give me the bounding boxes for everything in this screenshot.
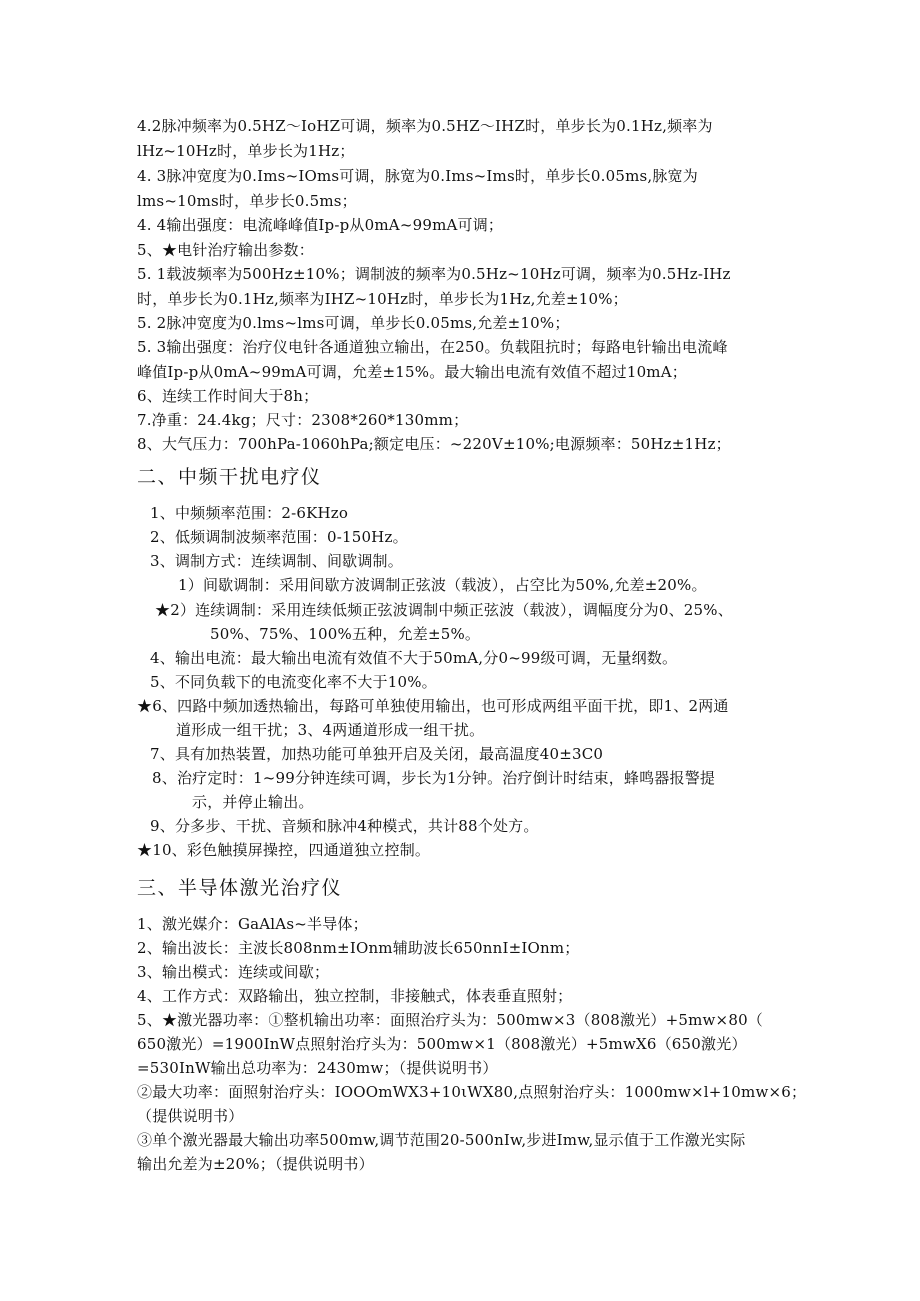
spec-line: 8、大气压力：700hPa-1060hPa;额定电压：~220V±10%;电源频率：50Hz±1Hz； <box>137 435 731 453</box>
spec-line: 4. 4输出强度：电流峰峰值Ip-p从0mA~99mA可调； <box>137 216 504 234</box>
spec-line: 1）间歇调制：采用间歇方波调制正弦波（载波），占空比为50%,允差±20%。 <box>178 576 707 594</box>
spec-line: 2、输出波长：主波长808nm±IOnm辅助波长650nnI±IOnm； <box>137 939 580 957</box>
spec-line: 6、连续工作时间大于8h； <box>137 387 319 405</box>
spec-line: ★2）连续调制：采用连续低频正弦波调制中频正弦波（载波），调幅度分为0、25%、 <box>155 601 733 619</box>
spec-line: lHz~10Hz时，单步长为1Hz； <box>137 142 355 160</box>
spec-line: 5、★电针治疗输出参数： <box>137 241 314 259</box>
spec-line: 时，单步长为0.1Hz,频率为IHZ~10Hz时，单步长为1Hz,允差±10%； <box>137 290 628 308</box>
spec-line: 4. 3脉冲宽度为0.Ims~IOms可调，脉宽为0.Ims~Ims时，单步长0.05ms,脉宽为 <box>137 167 698 185</box>
spec-line: 3、调制方式：连续调制、间歇调制。 <box>150 552 403 570</box>
spec-line: ★10、彩色触摸屏操控，四通道独立控制。 <box>137 841 431 859</box>
spec-line: 4、工作方式：双路输出，独立控制，非接触式，体表垂直照射； <box>137 987 573 1005</box>
section-heading: 三、半导体激光治疗仪 <box>137 877 343 899</box>
spec-line: ★6、四路中频加透热输出，每路可单独使用输出，也可形成两组平面干扰，即1、2两通 <box>137 697 729 715</box>
spec-line: 3、输出模式：连续或间歇； <box>137 963 330 981</box>
spec-line: 1、激光媒介：GaAlAs~半导体； <box>137 915 368 933</box>
spec-line: 示，并停止输出。 <box>192 793 314 811</box>
spec-line: 5、★激光器功率：①整机输出功率：面照治疗头为：500mw×3（808激光）+5mw×80（ <box>137 1011 764 1029</box>
spec-line: 2、低频调制波频率范围：0-150Hz。 <box>150 528 408 546</box>
spec-line: 输出允差为±20%；（提供说明书） <box>137 1155 374 1173</box>
spec-line: 5、不同负载下的电流变化率不大于10%。 <box>150 673 437 691</box>
spec-line: 8、治疗定时：1~99分钟连续可调，步长为1分钟。治疗倒计时结束，蜂鸣器报警提 <box>152 769 716 787</box>
spec-line: =530InW输出总功率为：2430mw；（提供说明书） <box>137 1059 498 1077</box>
spec-line: 9、分多步、干扰、音频和脉冲4种模式，共计88个处方。 <box>150 817 539 835</box>
section-heading: 二、中频干扰电疗仪 <box>137 466 322 488</box>
spec-line: （提供说明书） <box>137 1107 244 1125</box>
spec-line: 7、具有加热装置，加热功能可单独开启及关闭，最高温度40±3C0 <box>150 745 604 763</box>
spec-line: ③单个激光器最大输出功率500mw,调节范围20-500nIw,步进Imw,显示值于工作激光实际 <box>137 1131 746 1149</box>
spec-line: 650激光）=1900InW点照射治疗头为：500mw×1（808激光）+5mwX6（650激光） <box>137 1035 747 1053</box>
spec-line: 1、中频频率范围：2-6KHzo <box>150 504 349 522</box>
spec-line: 4、输出电流：最大输出电流有效值不大于50mA,分0~99级可调，无量纲数。 <box>150 649 678 667</box>
spec-line: 5. 1载波频率为500Hz±10%；调制波的频率为0.5Hz~10Hz可调，频率为0.5Hz-IHz <box>137 265 731 283</box>
spec-line: ②最大功率：面照射治疗头：IOOOmWX3+10ιWX80,点照射治疗头：1000mw×l+10mw×6； <box>137 1083 807 1101</box>
spec-line: 道形成一组干扰；3、4两通道形成一组干扰。 <box>176 721 485 739</box>
spec-line: 4.2脉冲频率为0.5HZ～IoHZ可调，频率为0.5HZ～IHZ时，单步长为0.1Hz,频率为 <box>137 117 713 135</box>
spec-line: 峰值Ip-p从0mA~99mA可调，允差±15%。最大输出电流有效值不超过10mA； <box>137 363 687 381</box>
spec-line: 5. 3输出强度：治疗仪电针各通道独立输出，在250。负载阻抗时；每路电针输出电流峰 <box>137 338 728 356</box>
spec-line: lms~10ms时，单步长0.5ms； <box>137 192 357 210</box>
spec-line: 5. 2脉冲宽度为0.lms~lms可调，单步长0.05ms,允差±10%； <box>137 314 570 332</box>
spec-line: 7.净重：24.4kg；尺寸：2308*260*130mm； <box>137 411 469 429</box>
spec-line: 50%、75%、100%五种，允差±5%。 <box>210 625 481 643</box>
